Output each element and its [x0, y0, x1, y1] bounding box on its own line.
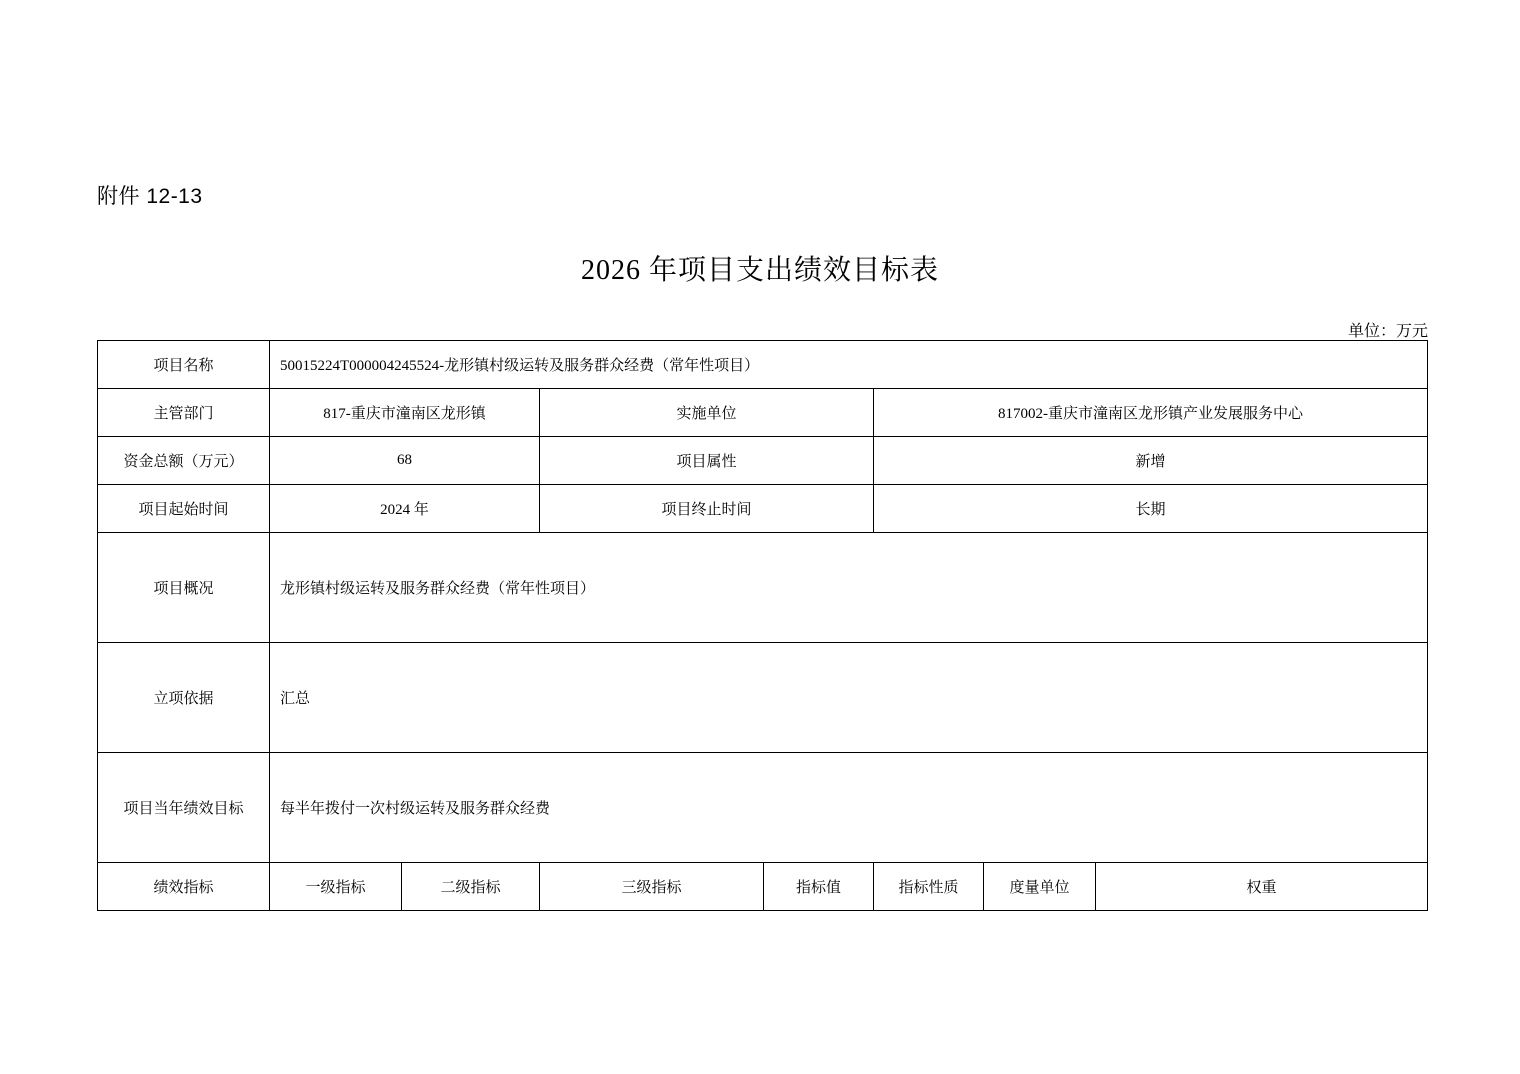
basis-label: 立项依据 [98, 643, 270, 753]
fund-value: 68 [270, 437, 540, 485]
unit-label: 实施单位 [540, 389, 874, 437]
end-time-label: 项目终止时间 [540, 485, 874, 533]
unit-note: 单位：万元 [1347, 323, 1428, 340]
indicator-col-header-6: 度量单位 [984, 863, 1096, 911]
basis-value: 汇总 [270, 643, 1428, 753]
indicator-col-header-1: 一级指标 [270, 863, 402, 911]
attribute-value: 新增 [874, 437, 1428, 485]
dept-label: 主管部门 [98, 389, 270, 437]
annual-goal-value: 每半年拨付一次村级运转及服务群众经费 [270, 753, 1428, 863]
end-time-value: 长期 [874, 485, 1428, 533]
indicator-col-header-4: 指标值 [764, 863, 874, 911]
performance-target-table [97, 340, 1428, 911]
table-row [98, 341, 1428, 389]
indicator-col-header-5: 指标性质 [874, 863, 984, 911]
project-name-value: 50015224T000004245524-龙形镇村级运转及服务群众经费（常年性项目） [270, 341, 1428, 389]
start-time-value: 2024 年 [270, 485, 540, 533]
overview-label: 项目概况 [98, 533, 270, 643]
dept-value: 817-重庆市潼南区龙形镇 [270, 389, 540, 437]
table-row [98, 533, 1428, 643]
indicator-col-header-2: 二级指标 [402, 863, 540, 911]
start-time-label: 项目起始时间 [98, 485, 270, 533]
indicator-col-header-3: 三级指标 [540, 863, 764, 911]
fund-label: 资金总额（万元） [98, 437, 270, 485]
table-row [98, 485, 1428, 533]
indicator-header-row [98, 863, 1428, 911]
unit-value: 817002-重庆市潼南区龙形镇产业发展服务中心 [874, 389, 1428, 437]
overview-value: 龙形镇村级运转及服务群众经费（常年性项目） [270, 533, 1428, 643]
page-title: 2026 年项目支出绩效目标表 [580, 255, 939, 286]
table-row [98, 389, 1428, 437]
attachment-label: 附件 12-13 [97, 185, 203, 208]
table-row [98, 753, 1428, 863]
indicator-col-header-0: 绩效指标 [98, 863, 270, 911]
project-name-label: 项目名称 [98, 341, 270, 389]
table-row [98, 643, 1428, 753]
annual-goal-label: 项目当年绩效目标 [98, 753, 270, 863]
indicator-col-header-7: 权重 [1096, 863, 1428, 911]
table-row [98, 437, 1428, 485]
attribute-label: 项目属性 [540, 437, 874, 485]
